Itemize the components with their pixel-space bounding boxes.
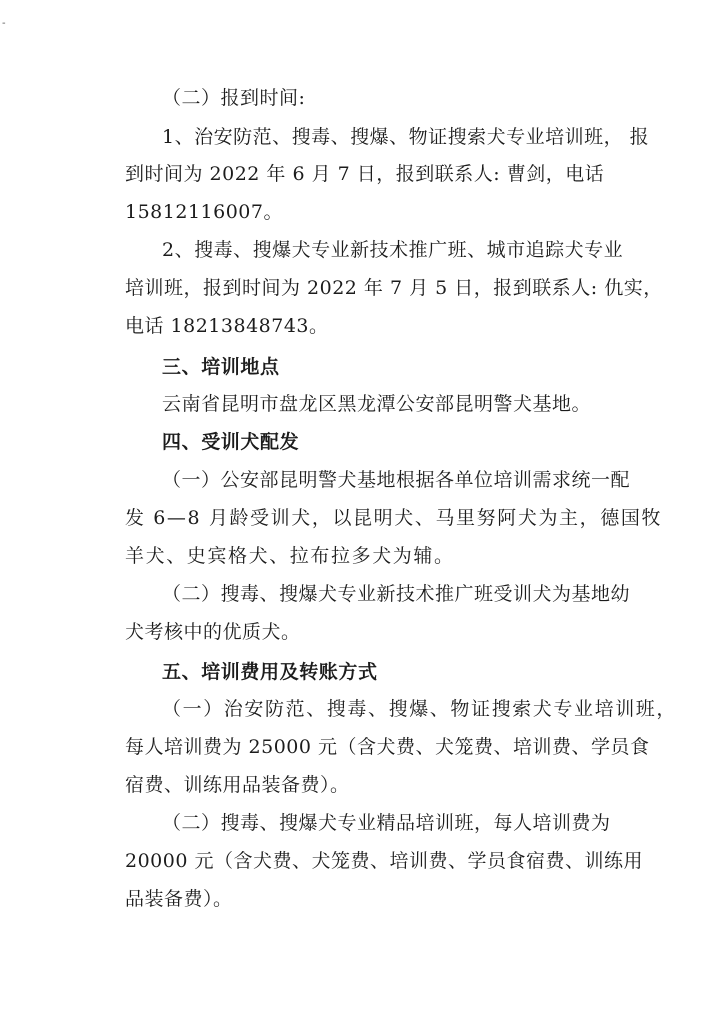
paragraph-line: 培训班，报到时间为 2022 年 7 月 5 日，报到联系人: 仇实， — [125, 277, 663, 299]
section-heading-training-location: 三、培训地点 — [162, 356, 280, 378]
section-heading-dog-allocation: 四、受训犬配发 — [162, 431, 300, 453]
subheading-report-time: （二）报到时间: — [162, 87, 306, 109]
scan-corner-mark: - — [2, 18, 6, 29]
paragraph-line: 15812116007。 — [125, 201, 283, 223]
paragraph-line: （一）治安防范、搜毒、搜爆、物证搜索犬专业培训班， — [162, 698, 678, 720]
section-heading-fees-payment: 五、培训费用及转账方式 — [162, 661, 378, 683]
paragraph-line: 品装备费）。 — [125, 888, 233, 910]
paragraph-line: （二）搜毒、搜爆犬专业精品培训班，每人培训费为 — [162, 812, 611, 834]
paragraph-line: 发 6—8 月龄受训犬，以昆明犬、马里努阿犬为主，德国牧 — [125, 507, 663, 529]
paragraph-line: 1、治安防范、搜毒、搜爆、物证搜索犬专业培训班， 报 — [162, 126, 650, 148]
paragraph-line: （二）搜毒、搜爆犬专业新技术推广班受训犬为基地幼 — [162, 583, 631, 605]
paragraph-line: 到时间为 2022 年 6 月 7 日，报到联系人: 曹剑，电话 — [125, 163, 605, 185]
paragraph-line: 20000 元（含犬费、犬笼费、培训费、学员食宿费、训练用 — [125, 850, 643, 872]
paragraph-line: （一）公安部昆明警犬基地根据各单位培训需求统一配 — [162, 469, 631, 491]
paragraph-line: 电话 18213848743。 — [125, 315, 329, 337]
paragraph-line: 宿费、训练用品装备费）。 — [125, 774, 350, 796]
paragraph-line: 云南省昆明市盘龙区黑龙潭公安部昆明警犬基地。 — [162, 393, 592, 415]
paragraph-line: 犬考核中的优质犬。 — [125, 621, 301, 643]
paragraph-line: 每人培训费为 25000 元（含犬费、犬笼费、培训费、学员食 — [125, 736, 650, 758]
paragraph-line: 羊犬、史宾格犬、拉布拉多犬为辅。 — [125, 545, 455, 567]
paragraph-line: 2、搜毒、搜爆犬专业新技术推广班、城市追踪犬专业 — [162, 239, 624, 261]
